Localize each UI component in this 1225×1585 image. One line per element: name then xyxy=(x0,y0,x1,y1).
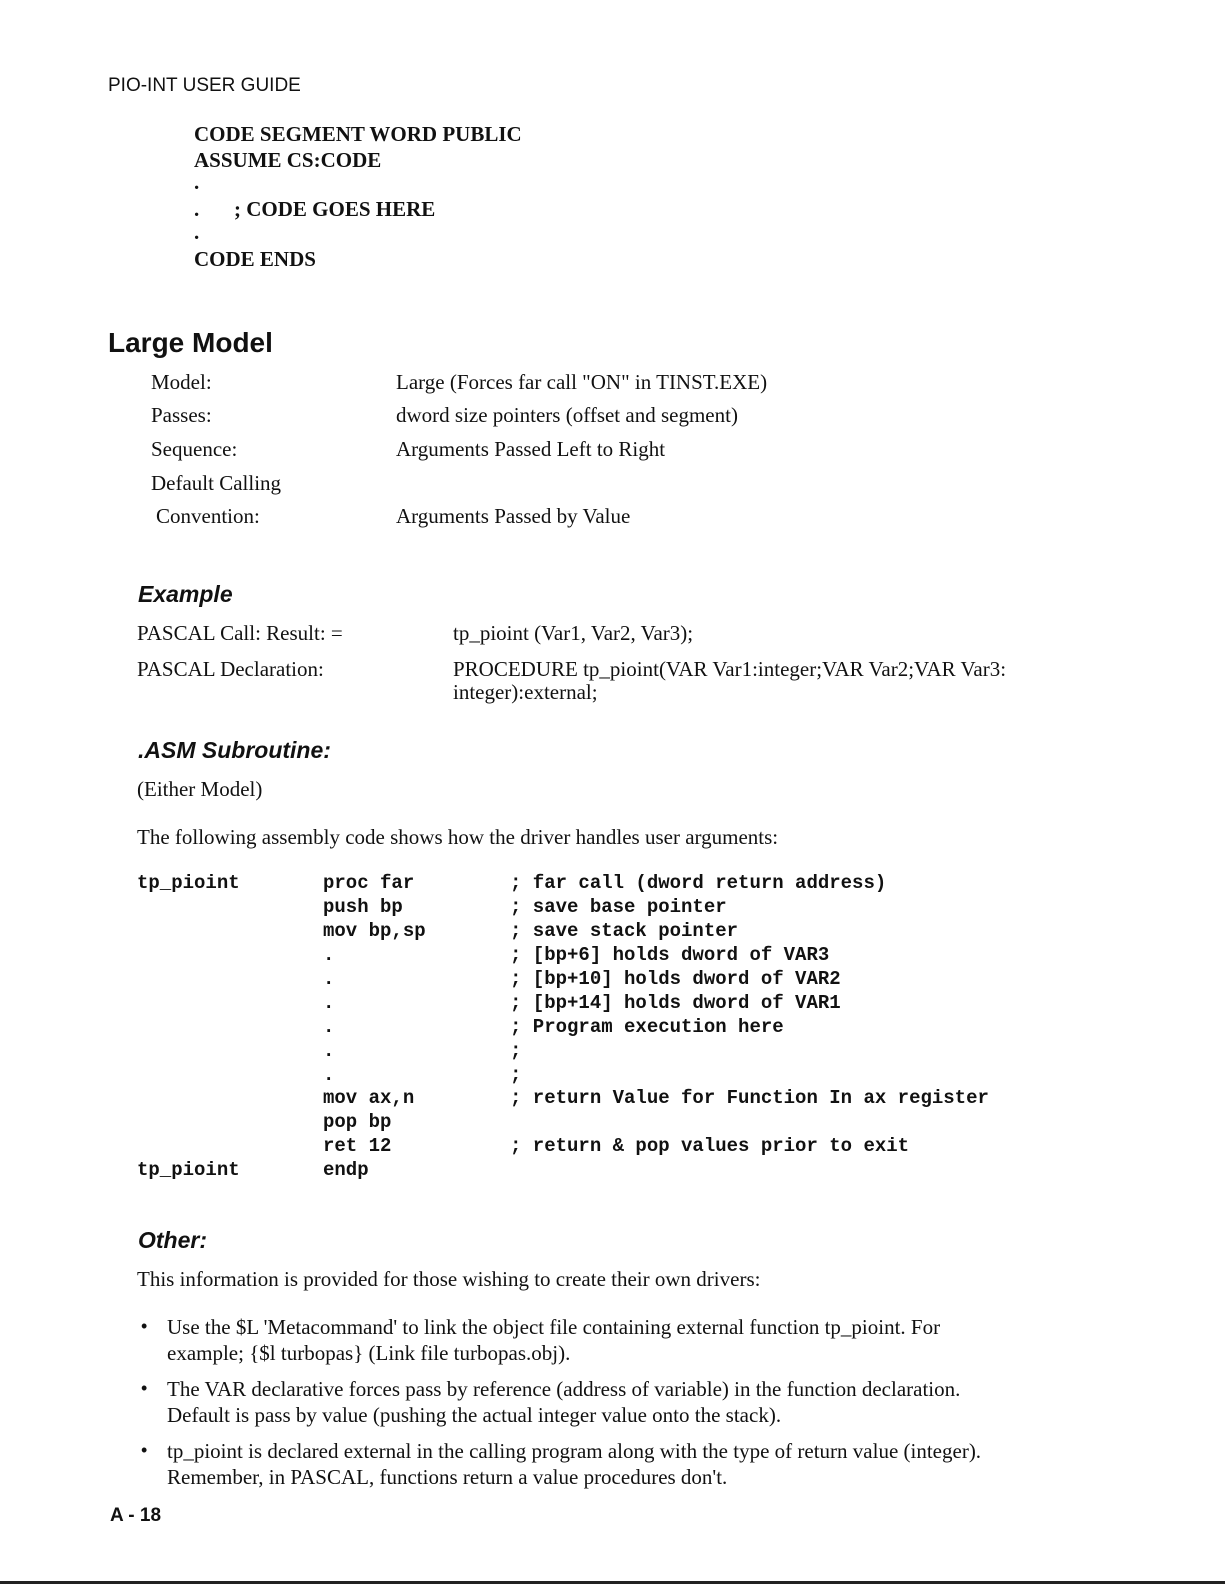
code-segment-line: CODE SEGMENT WORD PUBLIC xyxy=(194,122,522,146)
asm-comment: ; save stack pointer xyxy=(510,920,739,942)
asm-intro: The following assembly code shows how the driver handles user arguments: xyxy=(137,825,779,849)
ellipsis-dot: . xyxy=(194,197,200,221)
page-number: A - 18 xyxy=(110,1505,162,1526)
asm-comment: ; return Value for Function In ax register xyxy=(510,1087,989,1109)
pascal-declaration-label: PASCAL Declaration: xyxy=(137,657,324,681)
code-ends-line: CODE ENDS xyxy=(194,247,316,271)
section-heading-other: Other: xyxy=(138,1227,207,1253)
bullet-icon: • xyxy=(141,1316,148,1336)
convention-value: Arguments Passed by Value xyxy=(396,504,631,528)
bullet-text-cont: example; {$l turbopas} (Link file turbopas.obj). xyxy=(167,1341,571,1365)
convention-label: Convention: xyxy=(156,504,260,528)
asm-code: push bp xyxy=(323,896,403,918)
asm-comment: ; [bp+6] holds dword of VAR3 xyxy=(510,944,830,966)
asm-code: mov bp,sp xyxy=(323,920,426,942)
sequence-value: Arguments Passed Left to Right xyxy=(396,437,666,461)
asm-comment: ; [bp+10] holds dword of VAR2 xyxy=(510,968,841,990)
asm-label: tp_pioint xyxy=(137,872,240,894)
bullet-text: tp_pioint is declared external in the calling program along with the type of return value (integer). xyxy=(167,1439,982,1463)
asm-code: . xyxy=(323,1064,335,1086)
bullet-icon: • xyxy=(141,1440,148,1460)
asm-comment: ; Program execution here xyxy=(510,1016,784,1038)
section-heading-asm-subroutine: .ASM Subroutine: xyxy=(138,737,331,763)
passes-value: dword size pointers (offset and segment) xyxy=(396,403,738,427)
other-intro: This information is provided for those wishing to create their own drivers: xyxy=(137,1267,761,1291)
asm-code: proc far xyxy=(323,872,415,894)
passes-label: Passes: xyxy=(151,403,212,427)
asm-code: . xyxy=(323,1040,335,1062)
asm-code: . xyxy=(323,992,335,1014)
bullet-text: Use the $L 'Metacommand' to link the object file containing external function tp_pioint. For xyxy=(167,1315,941,1339)
ellipsis-dot: . xyxy=(194,220,200,244)
asm-comment: ; [bp+14] holds dword of VAR1 xyxy=(510,992,841,1014)
model-label: Model: xyxy=(151,370,212,394)
asm-code: mov ax,n xyxy=(323,1087,415,1109)
pascal-call-label: PASCAL Call: Result: = xyxy=(137,621,343,645)
bullet-text: The VAR declarative forces pass by reference (address of variable) in the function declaration. xyxy=(167,1377,961,1401)
section-heading-example: Example xyxy=(138,581,233,607)
sequence-label: Sequence: xyxy=(151,437,238,461)
asm-code: pop bp xyxy=(323,1111,392,1133)
pascal-declaration-value-cont: integer):external; xyxy=(453,680,598,704)
asm-comment: ; xyxy=(510,1040,522,1062)
asm-code: . xyxy=(323,944,335,966)
bullet-text-cont: Remember, in PASCAL, functions return a value procedures don't. xyxy=(167,1465,728,1489)
asm-comment: ; xyxy=(510,1064,522,1086)
code-comment: ; CODE GOES HERE xyxy=(234,197,436,221)
section-heading-large-model: Large Model xyxy=(108,327,273,358)
asm-comment: ; far call (dword return address) xyxy=(510,872,887,894)
assume-line: ASSUME CS:CODE xyxy=(194,148,382,172)
bottom-rule xyxy=(0,1581,1225,1584)
asm-note: (Either Model) xyxy=(137,777,263,801)
asm-comment: ; save base pointer xyxy=(510,896,727,918)
bullet-text-cont: Default is pass by value (pushing the actual integer value onto the stack). xyxy=(167,1403,782,1427)
asm-code: . xyxy=(323,1016,335,1038)
pascal-declaration-value: PROCEDURE tp_pioint(VAR Var1:integer;VAR Var2;VAR Var3: xyxy=(453,657,1007,681)
asm-comment: ; return & pop values prior to exit xyxy=(510,1135,910,1157)
asm-code: ret 12 xyxy=(323,1135,392,1157)
default-calling-label: Default Calling xyxy=(151,471,282,495)
pascal-call-value: tp_pioint (Var1, Var2, Var3); xyxy=(453,621,694,645)
asm-label: tp_pioint xyxy=(137,1159,240,1181)
model-value: Large (Forces far call "ON" in TINST.EXE) xyxy=(396,370,768,394)
asm-code: endp xyxy=(323,1159,369,1181)
page-header: PIO-INT USER GUIDE xyxy=(108,75,301,96)
bullet-icon: • xyxy=(141,1378,148,1398)
asm-code: . xyxy=(323,968,335,990)
ellipsis-dot: . xyxy=(194,170,200,194)
